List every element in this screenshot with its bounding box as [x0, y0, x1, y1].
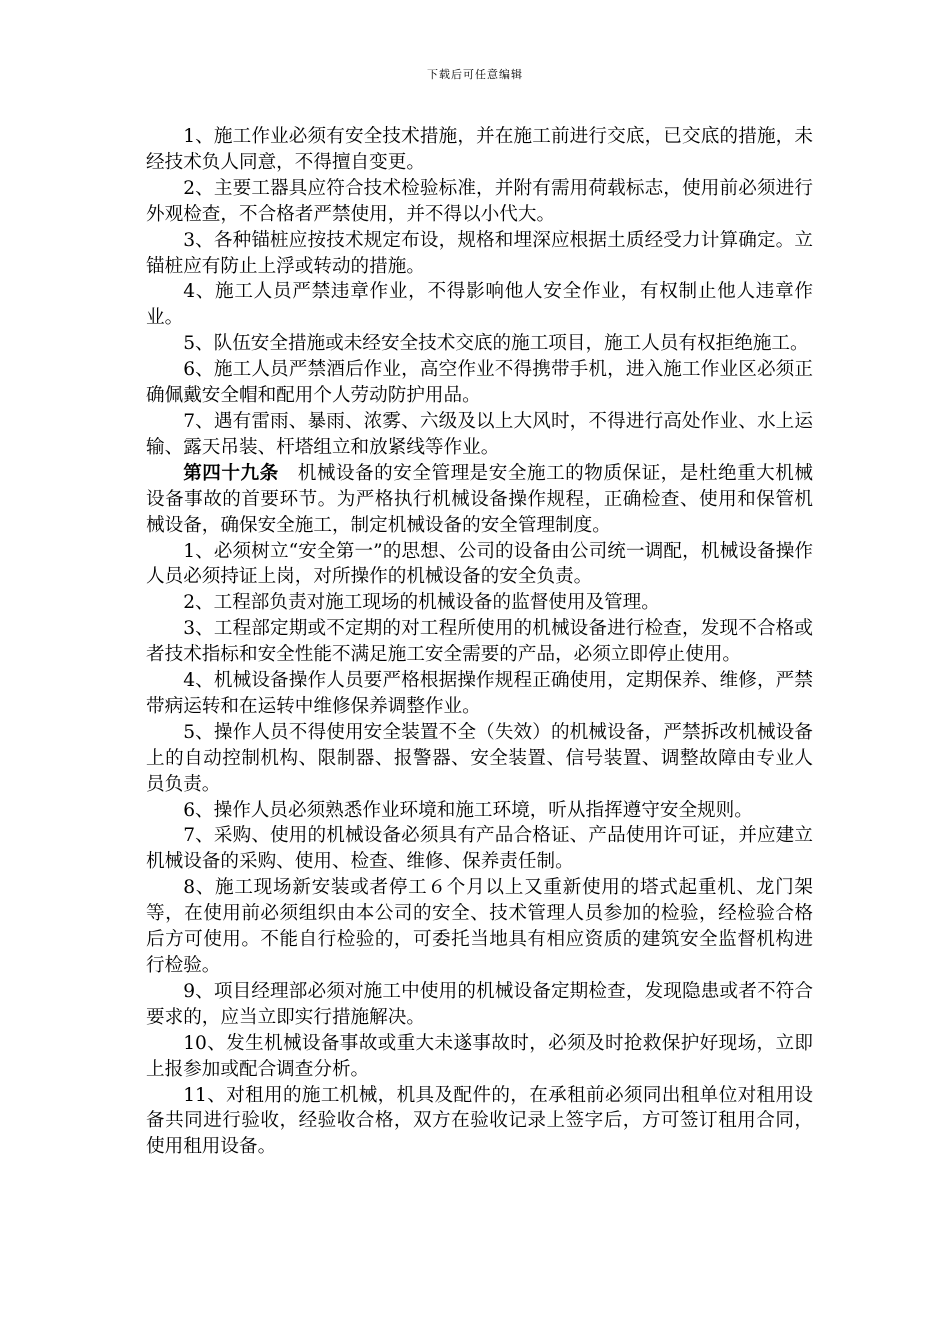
article-label: 第四十九条 — [183, 462, 279, 484]
paragraph-item: 4、施工人员严禁违章作业，不得影响他人安全作业，有权制止他人违章作业。 — [146, 281, 813, 329]
article-paragraph — [146, 461, 813, 539]
paragraph-item: 2、主要工器具应符合技术检验标准，并附有需用荷载标志，使用前必须进行外观检查，不合格者严禁使用，并不得以小代大。 — [146, 177, 813, 225]
paragraph-item: 7、遇有雷雨、暴雨、浓雾、六级及以上大风时，不得进行高处作业、水上运输、露天吊装、杆塔组立和放紧线等作业。 — [146, 410, 813, 458]
paragraph-item: 2、工程部负责对施工现场的机械设备的监督使用及管理。 — [183, 592, 660, 614]
paragraph-item: 6、施工人员严禁酒后作业，高空作业不得携带手机，进入施工作业区必须正确佩戴安全帽和配用个人劳动防护用品。 — [146, 359, 813, 407]
page-header: 下载后可任意编辑 — [427, 68, 523, 81]
paragraph-item: 6、操作人员必须熟悉作业环境和施工环境，听从指挥遵守安全规则。 — [183, 799, 753, 821]
paragraph-item: 3、工程部定期或不定期的对工程所使用的机械设备进行检查，发现不合格或者技术指标和安全性能不满足施工安全需要的产品，必须立即停止使用。 — [146, 618, 813, 666]
paragraph-item: 3、各种锚桩应按技术规定布设，规格和埋深应根据土质经受力计算确定。立锚桩应有防止上浮或转动的措施。 — [146, 229, 813, 277]
paragraph-item: 7、采购、使用的机械设备必须具有产品合格证、产品使用许可证，并应建立机械设备的采购、使用、检查、维修、保养责任制。 — [146, 825, 813, 873]
paragraph-item: 8、施工现场新安装或者停工６个月以上又重新使用的塔式起重机、龙门架等，在使用前必须组织由本公司的安全、技术管理人员参加的检验，经检验合格后方可使用。不能自行检验的，可委托当地具有相应资质的建筑安全监督机构进行检验。 — [146, 877, 813, 976]
document-body — [146, 124, 813, 1160]
article-text: 机械设备的安全管理是安全施工的物质保证，是杜绝重大机械设备事故的首要环节。为严格执行机械设备操作规程，正确检查、使用和保管机械设备，确保安全施工，制定机械设备的安全管理制度。 — [146, 462, 813, 536]
paragraph-item: 1、施工作业必须有安全技术措施，并在施工前进行交底，已交底的措施，未经技术负人同意，不得擅自变更。 — [146, 126, 813, 173]
paragraph-item: 11、对租用的施工机械，机具及配件的，在承租前必须同出租单位对租用设备共同进行验收，经验收合格，双方在验收记录上签字后，方可签订租用合同，使用租用设备。 — [146, 1084, 813, 1158]
paragraph-item: 5、操作人员不得使用安全装置不全（失效）的机械设备，严禁拆改机械设备上的自动控制机构、限制器、报警器、安全装置、信号装置、调整故障由专业人员负责。 — [146, 721, 813, 795]
paragraph-item: 9、项目经理部必须对施工中使用的机械设备定期检查，发现隐患或者不符合要求的，应当立即实行措施解决。 — [146, 980, 813, 1028]
paragraph-item: 5、队伍安全措施或未经安全技术交底的施工项目，施工人员有权拒绝施工。 — [183, 333, 809, 355]
paragraph-item: 10、发生机械设备事故或重大未遂事故时，必须及时抢救保护好现场，立即上报参加或配合调查分析。 — [146, 1032, 813, 1080]
paragraph-item: 4、机械设备操作人员要严格根据操作规程正确使用，定期保养、维修，严禁带病运转和在运转中维修保养调整作业。 — [146, 670, 813, 717]
paragraph-item: 1、必须树立“安全第一”的思想、公司的设备由公司统一调配，机械设备操作人员必须持证上岗，对所操作的机械设备的安全负责。 — [146, 540, 813, 588]
